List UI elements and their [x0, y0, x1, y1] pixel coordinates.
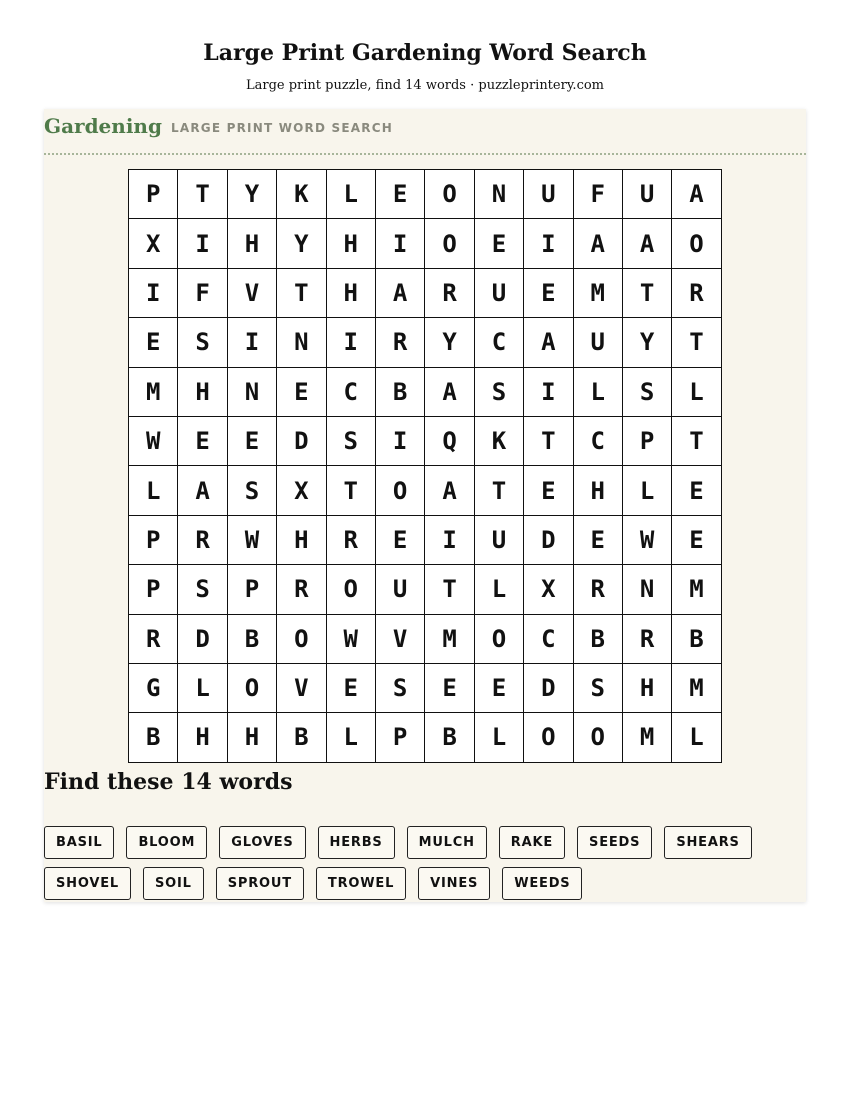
words-heading: Find these 14 words	[44, 769, 293, 795]
grid-cell[interactable]: E	[475, 664, 524, 713]
grid-cell[interactable]: I	[524, 219, 573, 268]
grid-cell[interactable]: A	[425, 368, 474, 417]
grid-cell[interactable]: M	[129, 368, 178, 417]
word-chip[interactable]: SHOVEL	[44, 867, 131, 900]
page-subtitle: Large print puzzle, find 14 words · puzzleprintery.com	[245, 78, 605, 93]
grid-cell[interactable]: R	[129, 615, 178, 664]
grid-cell[interactable]: P	[129, 565, 178, 614]
grid-cell[interactable]: V	[376, 615, 425, 664]
word-chip[interactable]: MULCH	[407, 826, 487, 859]
grid-cell[interactable]: B	[228, 615, 277, 664]
grid-cell[interactable]: E	[672, 466, 721, 515]
grid-cell[interactable]: S	[178, 565, 227, 614]
grid-cell[interactable]: U	[524, 170, 573, 219]
grid-cell[interactable]: M	[623, 713, 672, 762]
grid-cell[interactable]: L	[178, 664, 227, 713]
grid-cell[interactable]: D	[524, 516, 573, 565]
grid-cell[interactable]: Y	[277, 219, 326, 268]
word-chip[interactable]: BLOOM	[126, 826, 207, 859]
grid-cell[interactable]: N	[623, 565, 672, 614]
dotted-divider	[44, 153, 806, 155]
grid-cell[interactable]: E	[475, 219, 524, 268]
grid-cell[interactable]: L	[327, 170, 376, 219]
grid-cell[interactable]: E	[327, 664, 376, 713]
grid-cell[interactable]: Y	[228, 170, 277, 219]
grid-cell[interactable]: R	[574, 565, 623, 614]
grid-cell[interactable]: W	[228, 516, 277, 565]
grid-cell[interactable]: R	[425, 269, 474, 318]
grid-cell[interactable]: U	[475, 269, 524, 318]
grid-cell[interactable]: P	[129, 170, 178, 219]
grid-cell[interactable]: O	[672, 219, 721, 268]
grid-cell[interactable]: H	[623, 664, 672, 713]
grid-cell[interactable]: B	[277, 713, 326, 762]
grid-cell[interactable]: O	[277, 615, 326, 664]
grid-cell[interactable]: S	[623, 368, 672, 417]
grid-cell[interactable]: B	[425, 713, 474, 762]
grid-cell[interactable]: H	[327, 219, 376, 268]
word-chip[interactable]: TROWEL	[316, 867, 406, 900]
grid-cell[interactable]: E	[574, 516, 623, 565]
grid-cell[interactable]: L	[623, 466, 672, 515]
word-chip[interactable]: BASIL	[44, 826, 114, 859]
grid-cell[interactable]: D	[178, 615, 227, 664]
grid-cell[interactable]: N	[475, 170, 524, 219]
brand-title: Gardening	[44, 114, 162, 138]
grid-cell[interactable]: O	[376, 466, 425, 515]
grid-cell[interactable]: L	[672, 368, 721, 417]
grid-cell[interactable]: R	[672, 269, 721, 318]
grid-cell[interactable]: E	[425, 664, 474, 713]
grid-cell[interactable]: O	[327, 565, 376, 614]
grid-cell[interactable]: Y	[623, 318, 672, 367]
grid-cell[interactable]: E	[376, 170, 425, 219]
grid-cell[interactable]: H	[327, 269, 376, 318]
grid-cell[interactable]: S	[376, 664, 425, 713]
grid-cell[interactable]: H	[178, 713, 227, 762]
grid-cell[interactable]: T	[327, 466, 376, 515]
grid-cell[interactable]: V	[228, 269, 277, 318]
grid-cell[interactable]: I	[376, 219, 425, 268]
grid-cell[interactable]: D	[524, 664, 573, 713]
grid-cell[interactable]: K	[277, 170, 326, 219]
grid-cell[interactable]: L	[574, 368, 623, 417]
word-chip[interactable]: VINES	[418, 867, 490, 900]
page-title: Large Print Gardening Word Search	[203, 40, 647, 66]
grid-cell[interactable]: N	[277, 318, 326, 367]
grid-cell[interactable]: A	[672, 170, 721, 219]
grid-cell[interactable]: L	[327, 713, 376, 762]
grid-cell[interactable]: L	[129, 466, 178, 515]
grid-cell[interactable]: O	[524, 713, 573, 762]
grid-cell[interactable]: E	[277, 368, 326, 417]
grid-cell[interactable]: H	[574, 466, 623, 515]
grid-cell[interactable]: H	[228, 713, 277, 762]
grid-cell[interactable]: E	[178, 417, 227, 466]
grid-cell[interactable]: O	[425, 219, 474, 268]
word-chip[interactable]: SPROUT	[216, 867, 304, 900]
grid-cell[interactable]: W	[129, 417, 178, 466]
grid-cell[interactable]: B	[672, 615, 721, 664]
grid-cell[interactable]: B	[129, 713, 178, 762]
word-chip[interactable]: GLOVES	[219, 826, 305, 859]
grid-cell[interactable]: W	[623, 516, 672, 565]
grid-cell[interactable]: A	[425, 466, 474, 515]
grid-cell[interactable]: D	[277, 417, 326, 466]
grid-cell[interactable]: V	[277, 664, 326, 713]
grid-cell[interactable]: H	[228, 219, 277, 268]
grid-cell[interactable]: E	[376, 516, 425, 565]
grid-cell[interactable]: A	[574, 219, 623, 268]
grid-cell[interactable]: T	[524, 417, 573, 466]
grid-cell[interactable]: T	[425, 565, 474, 614]
grid-cell[interactable]: K	[475, 417, 524, 466]
grid-cell[interactable]: L	[672, 713, 721, 762]
grid-cell[interactable]: F	[574, 170, 623, 219]
word-chip[interactable]: SEEDS	[577, 826, 652, 859]
grid-cell[interactable]: M	[672, 565, 721, 614]
grid-cell[interactable]: C	[524, 615, 573, 664]
grid-cell[interactable]: F	[178, 269, 227, 318]
grid-cell[interactable]: W	[327, 615, 376, 664]
grid-cell[interactable]: M	[425, 615, 474, 664]
word-chip[interactable]: SHEARS	[664, 826, 751, 859]
grid-cell[interactable]: P	[623, 417, 672, 466]
grid-cell[interactable]: T	[623, 269, 672, 318]
grid-cell[interactable]: T	[475, 466, 524, 515]
grid-cell[interactable]: E	[228, 417, 277, 466]
grid-cell[interactable]: P	[228, 565, 277, 614]
grid-cell[interactable]: B	[376, 368, 425, 417]
grid-cell[interactable]: U	[574, 318, 623, 367]
grid-cell[interactable]: H	[178, 368, 227, 417]
grid-cell[interactable]: U	[623, 170, 672, 219]
grid-cell[interactable]: I	[327, 318, 376, 367]
grid-cell[interactable]: H	[277, 516, 326, 565]
grid-cell[interactable]: M	[574, 269, 623, 318]
grid-cell[interactable]: I	[228, 318, 277, 367]
grid-cell[interactable]: S	[574, 664, 623, 713]
grid-cell[interactable]: T	[672, 417, 721, 466]
grid-cell[interactable]: R	[327, 516, 376, 565]
grid-cell[interactable]: X	[277, 466, 326, 515]
grid-cell[interactable]: E	[524, 466, 573, 515]
grid-cell[interactable]: E	[129, 318, 178, 367]
grid-cell[interactable]: L	[475, 713, 524, 762]
grid-cell[interactable]: I	[524, 368, 573, 417]
grid-cell[interactable]: A	[524, 318, 573, 367]
grid-cell[interactable]: C	[327, 368, 376, 417]
grid-cell[interactable]: E	[672, 516, 721, 565]
grid-cell[interactable]: T	[277, 269, 326, 318]
grid-cell[interactable]: X	[524, 565, 573, 614]
grid-cell[interactable]: U	[475, 516, 524, 565]
grid-cell[interactable]: S	[178, 318, 227, 367]
brand-tagline: LARGE PRINT WORD SEARCH	[171, 121, 393, 135]
grid-cell[interactable]: A	[376, 269, 425, 318]
grid-cell[interactable]: S	[228, 466, 277, 515]
grid-cell[interactable]: A	[623, 219, 672, 268]
grid-cell[interactable]: T	[178, 170, 227, 219]
word-chip[interactable]: WEEDS	[502, 867, 582, 900]
grid-cell[interactable]: O	[425, 170, 474, 219]
grid-cell[interactable]: R	[376, 318, 425, 367]
grid-cell[interactable]: O	[228, 664, 277, 713]
word-chip[interactable]: SOIL	[143, 867, 204, 900]
grid-cell[interactable]: B	[574, 615, 623, 664]
grid-cell[interactable]: I	[129, 269, 178, 318]
grid-cell[interactable]: E	[524, 269, 573, 318]
grid-cell[interactable]: M	[672, 664, 721, 713]
word-chip[interactable]: HERBS	[318, 826, 395, 859]
puzzle-card	[44, 109, 806, 902]
word-chip[interactable]: RAKE	[499, 826, 565, 859]
grid-cell[interactable]: S	[327, 417, 376, 466]
grid-cell[interactable]: I	[425, 516, 474, 565]
grid-cell[interactable]: Y	[425, 318, 474, 367]
grid-cell[interactable]: G	[129, 664, 178, 713]
grid-cell[interactable]: U	[376, 565, 425, 614]
grid-cell[interactable]: O	[574, 713, 623, 762]
grid-cell[interactable]: L	[475, 565, 524, 614]
grid-cell[interactable]: N	[228, 368, 277, 417]
grid-cell[interactable]: T	[672, 318, 721, 367]
grid-cell[interactable]: Q	[425, 417, 474, 466]
grid-cell[interactable]: P	[129, 516, 178, 565]
grid-cell[interactable]: R	[623, 615, 672, 664]
grid-cell[interactable]: I	[376, 417, 425, 466]
grid-cell[interactable]: X	[129, 219, 178, 268]
grid-cell[interactable]: O	[475, 615, 524, 664]
grid-cell[interactable]: C	[574, 417, 623, 466]
letter-grid	[128, 169, 722, 763]
grid-cell[interactable]: S	[475, 368, 524, 417]
grid-cell[interactable]: C	[475, 318, 524, 367]
grid-cell[interactable]: R	[178, 516, 227, 565]
grid-cell[interactable]: I	[178, 219, 227, 268]
grid-cell[interactable]: A	[178, 466, 227, 515]
grid-cell[interactable]: R	[277, 565, 326, 614]
word-list	[44, 826, 806, 900]
grid-cell[interactable]: P	[376, 713, 425, 762]
